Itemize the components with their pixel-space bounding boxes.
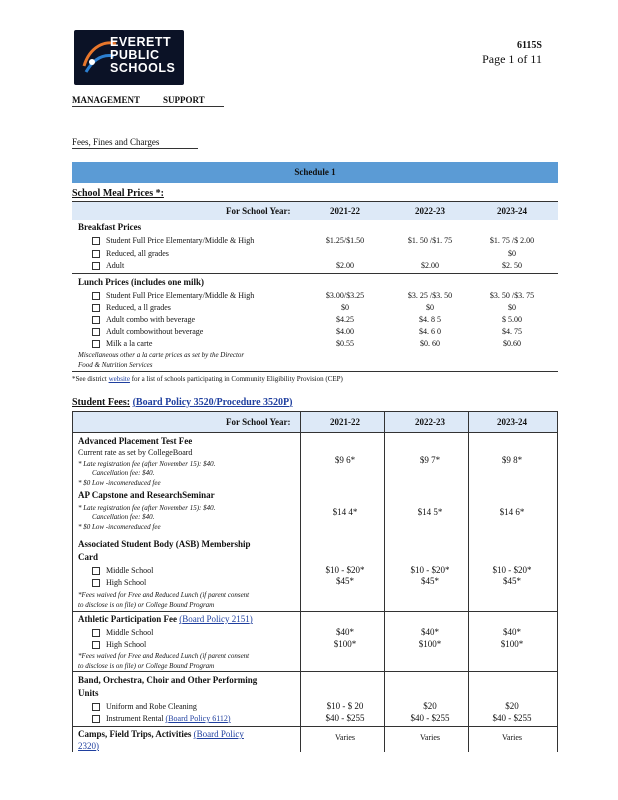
camps-title-2: 2320) <box>78 741 99 751</box>
table-cell: $100* <box>418 639 442 649</box>
district-logo <box>74 30 184 85</box>
table-cell: $45* <box>336 576 354 586</box>
row-divider <box>72 611 558 612</box>
meal-year-header-label: For School Year: <box>226 206 291 216</box>
table-cell: $1. 75 /$ 2.00 <box>489 236 535 245</box>
list-item: High School <box>92 640 146 649</box>
asb-title-2: Card <box>78 552 98 562</box>
table-cell: $0.60 <box>503 339 521 348</box>
checkbox-icon <box>92 579 100 587</box>
table-cell: $20 <box>505 701 519 711</box>
section-underline <box>72 106 224 107</box>
table-cell: $4. 8 5 <box>419 315 441 324</box>
row-divider <box>72 726 558 727</box>
capstone-note: * $0 Low -incomereduced fee <box>78 523 161 531</box>
list-item: Student Full Price Elementary/Middle & High <box>92 291 254 300</box>
band-title: Band, Orchestra, Choir and Other Performing <box>78 675 258 685</box>
page-number: Page 1 of 11 <box>482 52 542 66</box>
table-cell: $2.00 <box>421 261 439 270</box>
list-item: Adult combo with beverage <box>92 315 195 324</box>
ap-fee-note: * Late registration fee (after November 15): $40. <box>78 460 216 468</box>
checkbox-icon <box>92 328 100 336</box>
ap-fee-title: Advanced Placement Test Fee <box>78 436 193 446</box>
table-cell: $0.55 <box>336 339 354 348</box>
table-cell: $40 - $255 <box>325 713 365 723</box>
table-cell: $4. 75 <box>502 327 522 336</box>
list-item: Student Full Price Elementary/Middle & High <box>92 236 254 245</box>
asb-note: to disclose is on file) or College Bound Program <box>78 601 215 609</box>
checkbox-icon <box>92 250 100 258</box>
table-cell: $10 - $20* <box>410 565 450 575</box>
ap-fee-note: Cancellation fee: $40. <box>92 469 155 477</box>
fees-year-2021: 2021-22 <box>330 417 360 427</box>
board-policy-2320-link[interactable]: Board Policy <box>196 729 244 739</box>
table-cell: $1.25/$1.50 <box>325 236 365 245</box>
ap-fee-rate: Current rate as set by CollegeBoard <box>78 448 193 457</box>
checkbox-icon <box>92 316 100 324</box>
subtitle-underline <box>72 148 198 149</box>
table-cell: $3.00/$3.25 <box>325 291 365 300</box>
table-cell: $45* <box>503 576 521 586</box>
breakfast-title: Breakfast Prices <box>78 222 142 232</box>
table-cell: $0 <box>341 303 349 312</box>
table-cell: Varies <box>335 733 355 742</box>
row-divider <box>72 671 558 672</box>
row-divider <box>72 273 558 274</box>
table-cell: Varies <box>420 733 440 742</box>
fees-year-header-label: For School Year: <box>226 417 291 427</box>
list-item: Uniform and Robe Cleaning <box>92 702 197 711</box>
cep-footnote: *See district website for a list of schools participating in Community Eligibility Provision (CEP) <box>72 375 343 383</box>
table-cell: $4.00 <box>336 327 354 336</box>
table-cell: $0 <box>508 303 516 312</box>
board-policy-6112-link[interactable]: Board Policy 6112 <box>168 714 228 723</box>
page-subtitle: Fees, Fines and Charges <box>72 137 160 147</box>
schedule-title: Schedule 1 <box>294 167 336 177</box>
meal-year-2021: 2021-22 <box>330 206 360 216</box>
list-item: Middle School <box>92 628 153 637</box>
table-cell: $40 - $255 <box>410 713 450 723</box>
table-cell: $14 4* <box>332 507 358 517</box>
fees-year-2022: 2022-23 <box>415 417 445 427</box>
table-cell: $9 7* <box>419 455 441 465</box>
table-cell: $20 <box>423 701 437 711</box>
table-cell: $45* <box>421 576 439 586</box>
table-cell: $10 - $20* <box>325 565 365 575</box>
list-item: Reduced, all grades <box>92 249 169 258</box>
athletic-note: to disclose is on file) or College Bound Program <box>78 662 215 670</box>
table-cell: $14 6* <box>499 507 525 517</box>
athletic-note: *Fees waived for Free and Reduced Lunch (if parent consent <box>78 652 250 660</box>
meal-prices-title: School Meal Prices *: <box>72 188 164 199</box>
list-item: High School <box>92 578 146 587</box>
table-cell: $40 - $255 <box>492 713 532 723</box>
checkbox-icon <box>92 641 100 649</box>
table-cell: $100* <box>500 639 524 649</box>
table-cell: $0 <box>508 249 516 258</box>
table-cell: $2. 50 <box>502 261 522 270</box>
capstone-note: * Late registration fee (after November 15): $40. <box>78 504 216 512</box>
lunch-title: Lunch Prices (includes one milk) <box>78 277 205 287</box>
board-policy-2151-link[interactable]: Board Policy 2151 <box>182 614 250 624</box>
table-cell: $9 8* <box>501 455 523 465</box>
board-policy-3520-link[interactable]: Board Policy 3520 <box>135 397 214 408</box>
table-cell: Varies <box>502 733 522 742</box>
fees-year-2023: 2023-24 <box>497 417 527 427</box>
section-left: MANAGEMENT <box>72 95 140 105</box>
student-fees-heading: Student Fees: (Board Policy 3520/Procedure 3520P) <box>72 397 293 408</box>
table-cell: $40* <box>503 627 521 637</box>
table-cell: $40* <box>336 627 354 637</box>
capstone-note: Cancellation fee: $40. <box>92 513 155 521</box>
checkbox-icon <box>92 715 100 723</box>
table-cell: $10 - $ 20 <box>326 701 364 711</box>
capstone-title: AP Capstone and ResearchSeminar <box>78 490 215 500</box>
checkbox-icon <box>92 340 100 348</box>
band-title-2: Units <box>78 688 99 698</box>
checkbox-icon <box>92 292 100 300</box>
list-item: Instrument Rental (Board Policy 6112) <box>92 714 231 723</box>
list-item: Reduced, a ll grades <box>92 303 171 312</box>
section-right: SUPPORT <box>163 95 205 105</box>
checkbox-icon <box>92 629 100 637</box>
table-cell: $4.25 <box>336 315 354 324</box>
checkbox-icon <box>92 703 100 711</box>
table-cell: $0. 60 <box>420 339 440 348</box>
checkbox-icon <box>92 237 100 245</box>
table-cell: $9 6* <box>334 455 356 465</box>
meal-year-2023: 2023-24 <box>497 206 527 216</box>
checkbox-icon <box>92 262 100 270</box>
list-item: Milk a la carte <box>92 339 152 348</box>
list-item: Adult combowithout beverage <box>92 327 203 336</box>
table-cell: $14 5* <box>417 507 443 517</box>
table-cell: $4. 6 0 <box>419 327 441 336</box>
table-cell: $3. 25 /$3. 50 <box>407 291 453 300</box>
table-cell: $2.00 <box>336 261 354 270</box>
athletic-title: Athletic Participation Fee (Board Policy 2151) <box>78 614 253 624</box>
table-cell: $100* <box>333 639 357 649</box>
asb-title: Associated Student Body (ASB) Membership <box>78 539 251 549</box>
ap-fee-note: * $0 Low -incomereduced fee <box>78 479 161 487</box>
table-cell: $3. 50 /$3. 75 <box>489 291 535 300</box>
list-item: Adult <box>92 261 124 270</box>
table-cell: $0 <box>426 303 434 312</box>
meal-table-bottom <box>72 371 558 372</box>
meal-year-2022: 2022-23 <box>415 206 445 216</box>
table-cell: $ 5.00 <box>502 315 522 324</box>
camps-title: Camps, Field Trips, Activities (Board Policy <box>78 729 244 739</box>
table-cell: $40* <box>421 627 439 637</box>
table-cell: $1. 50 /$1. 75 <box>407 236 453 245</box>
document-number: 6115S <box>516 40 542 51</box>
table-cell: $10 - $20* <box>492 565 532 575</box>
checkbox-icon <box>92 567 100 575</box>
checkbox-icon <box>92 304 100 312</box>
procedure-3520p-link[interactable]: Procedure 3520P <box>216 397 290 408</box>
misc-note-line1: Miscellaneous other a la carte prices as set by the Director <box>78 351 245 359</box>
logo-text: EVERETT PUBLIC SCHOOLS <box>110 35 176 75</box>
misc-note-line2: Food & Nutrition Services <box>78 361 153 369</box>
asb-note: *Fees waived for Free and Reduced Lunch (if parent consent <box>78 591 250 599</box>
row-divider <box>72 432 558 433</box>
table-border <box>72 412 73 752</box>
website-link[interactable]: website <box>108 375 130 383</box>
table-border <box>557 412 558 752</box>
list-item: Middle School <box>92 566 153 575</box>
